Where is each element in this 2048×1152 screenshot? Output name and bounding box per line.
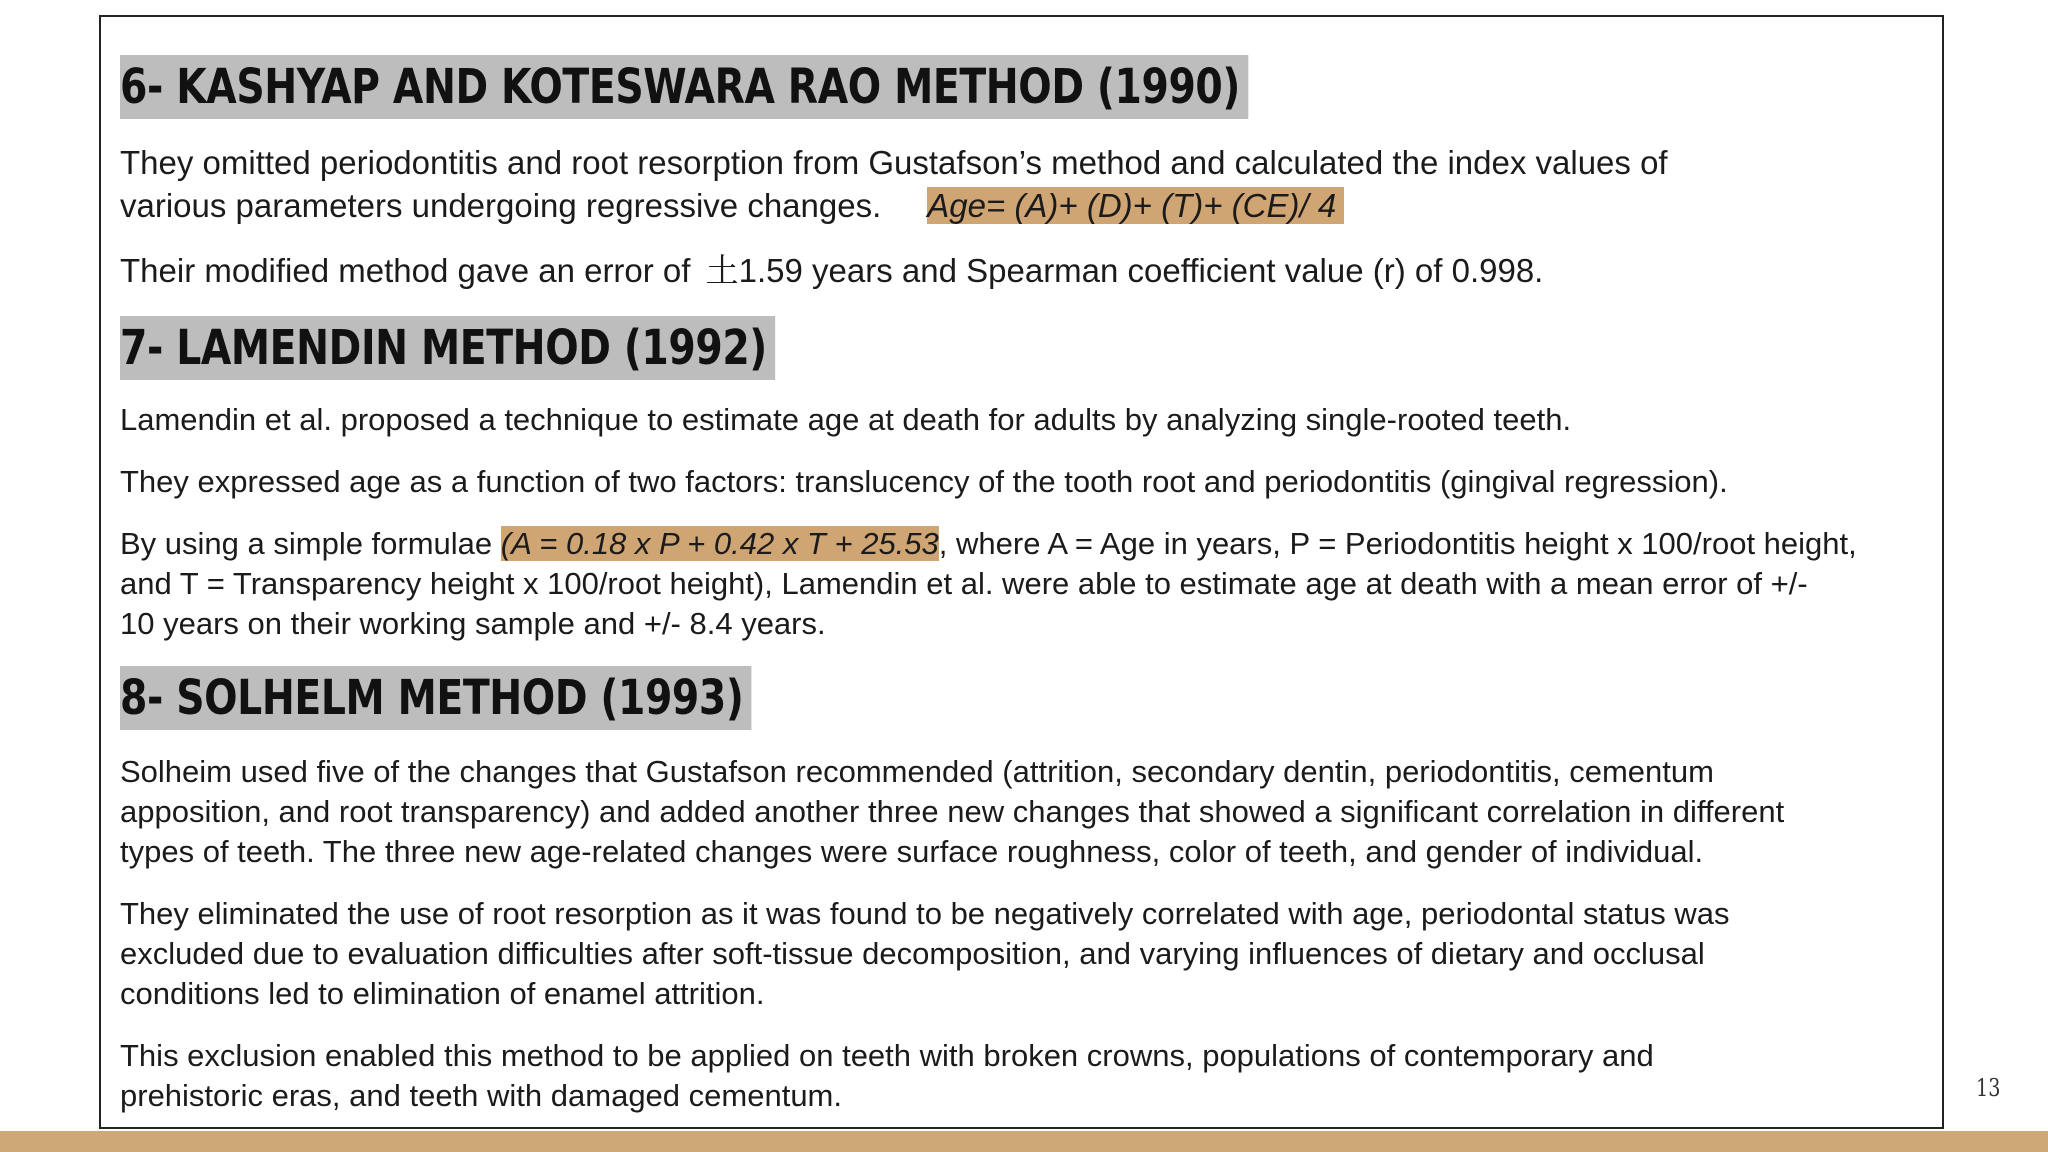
section-6-heading: 6- KASHYAP AND KOTESWARA RAO METHOD (1990) <box>120 55 1248 119</box>
section-7-paragraph-3-start: By using a simple formulae <box>120 526 501 561</box>
section-7-paragraph-3-line-3: 10 years on their working sample and +/- 8.4 years. <box>120 606 826 641</box>
section-6-paragraph-2 <box>120 249 1920 292</box>
lamendin-formula-highlight: (A = 0.18 x P + 0.42 x T + 25.53 <box>500 526 939 561</box>
section-8-paragraph-1-line-1: Solheim used five of the changes that Gustafson recommended (attrition, secondary dentin, periodontitis, cementum <box>120 754 1714 789</box>
section-8-heading: 8- SOLHELM METHOD (1993) <box>120 666 752 730</box>
section-6-heading-row <box>120 55 1920 119</box>
plus-minus-symbol: 土 <box>705 251 739 290</box>
section-6-paragraph-1-line-2-text: various parameters undergoing regressive changes. <box>120 187 882 224</box>
section-8-paragraph-1-line-2: apposition, and root transparency) and added another three new changes that showed a significant correlation in different <box>120 794 1785 829</box>
section-7-paragraph-3-line-1 <box>120 524 1920 564</box>
section-7-paragraph-3-line-1-end: , where A = Age in years, P = Periodontitis height x 100/root height, <box>938 526 1857 561</box>
page-number: 13 <box>1976 1074 2001 1102</box>
slide-content <box>120 55 1920 1116</box>
bottom-accent-bar <box>0 1131 2048 1152</box>
section-6-paragraph-2-start: Their modified method gave an error of <box>120 252 700 289</box>
section-8-paragraph-1-line-3: types of teeth. The three new age-related changes were surface roughness, color of teeth, and gender of individual. <box>120 834 1704 869</box>
section-6-paragraph-1-line-2 <box>120 184 1920 227</box>
section-7-paragraph-1: Lamendin et al. proposed a technique to estimate age at death for adults by analyzing single-rooted teeth. <box>120 402 1572 437</box>
section-7-paragraph-3-line-2: and T = Transparency height x 100/root height), Lamendin et al. were able to estimate age at death with a mean error of +/- <box>120 566 1808 601</box>
section-6-paragraph-1-line-1: They omitted periodontitis and root resorption from Gustafson’s method and calculated the index values of <box>120 144 1668 181</box>
section-8-heading-row <box>120 666 1920 730</box>
section-8-paragraph-2-line-2: excluded due to evaluation difficulties after soft-tissue decomposition, and varying influences of dietary and occlusal <box>120 936 1705 971</box>
section-7-heading-row <box>120 316 1920 380</box>
section-8-paragraph-3-line-1: This exclusion enabled this method to be applied on teeth with broken crowns, populations of contemporary and <box>120 1038 1654 1073</box>
section-7-heading: 7- LAMENDIN METHOD (1992) <box>120 316 775 380</box>
section-7-paragraph-2: They expressed age as a function of two factors: translucency of the tooth root and periodontitis (gingival regression). <box>120 464 1728 499</box>
section-8-paragraph-2-line-1: They eliminated the use of root resorption as it was found to be negatively correlated with age, periodontal status was <box>120 896 1730 931</box>
section-6-paragraph-2-end: 1.59 years and Spearman coefficient value (r) of 0.998. <box>738 252 1544 289</box>
age-formula-highlight: Age= (A)+ (D)+ (T)+ (CE)/ 4 <box>927 187 1344 224</box>
section-8-paragraph-3-line-2: prehistoric eras, and teeth with damaged cementum. <box>120 1078 842 1113</box>
section-8-paragraph-2-line-3: conditions led to elimination of enamel attrition. <box>120 976 765 1011</box>
